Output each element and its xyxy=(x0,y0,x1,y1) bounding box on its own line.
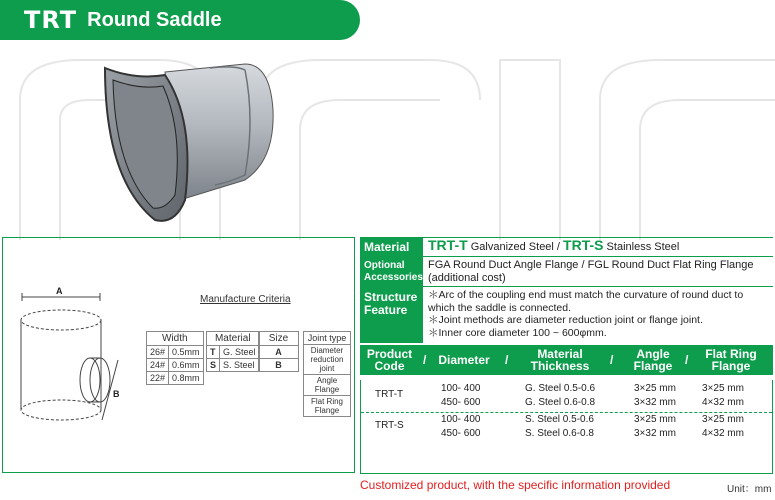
row-angle-flange: 3×32 mm xyxy=(634,397,676,408)
product-name-title: Round Saddle xyxy=(87,8,222,31)
row-diameter: 100- 400 xyxy=(441,383,481,394)
manufacture-criteria-title: Manufacture Criteria xyxy=(200,294,291,305)
accessories-label xyxy=(360,257,423,286)
row-flat-ring-flange: 3×25 mm xyxy=(702,414,744,425)
technical-drawing xyxy=(10,285,140,430)
material-value: G. Steel xyxy=(220,346,260,359)
structure-item: ＊Joint methods are diameter reduction joint or flange joint. xyxy=(428,314,703,326)
width-value: 0.6mm xyxy=(169,359,204,372)
material-code: S xyxy=(207,359,220,372)
structure-label xyxy=(360,287,423,343)
customized-product-note: Customized product, with the specific information provided xyxy=(360,478,671,492)
material-value xyxy=(423,238,773,256)
row-thickness: G. Steel 0.5-0.6 xyxy=(525,383,596,394)
material-code: T xyxy=(207,346,220,359)
row-thickness: S. Steel 0.5-0.6 xyxy=(525,414,594,425)
structure-value xyxy=(423,287,773,343)
structure-row xyxy=(360,287,773,343)
header-separator: / xyxy=(505,353,509,367)
product-code-title: TRT xyxy=(24,6,78,34)
joint-value: Angle Flange xyxy=(304,375,351,396)
row-diameter: 450- 600 xyxy=(441,428,481,439)
size-header: Size xyxy=(259,332,299,346)
trt-s-text: Stainless Steel xyxy=(603,241,680,253)
structure-label-line: Structure xyxy=(364,290,418,304)
width-value: 0.8mm xyxy=(169,372,204,385)
product-table xyxy=(360,380,773,474)
trt-t-text: Galvanized Steel / xyxy=(467,241,564,253)
row-angle-flange: 3×25 mm xyxy=(634,414,676,425)
material-row xyxy=(360,237,773,257)
width-code: 22# xyxy=(147,372,169,385)
header-banner xyxy=(0,0,360,40)
row-diameter: 450- 600 xyxy=(441,397,481,408)
row-product-code: TRT-T xyxy=(375,389,404,400)
size-value: A xyxy=(259,346,299,359)
material-header: Material xyxy=(207,332,260,346)
material-table xyxy=(206,331,260,372)
row-thickness: G. Steel 0.6-0.8 xyxy=(525,397,596,408)
header-product-code: Product Code xyxy=(366,347,413,373)
row-flat-ring-flange: 4×32 mm xyxy=(702,397,744,408)
header-separator: / xyxy=(610,353,614,367)
dimension-a-label: A xyxy=(56,286,63,296)
accessories-label-line: Accessories xyxy=(364,271,423,283)
joint-value: Flat Ring Flange xyxy=(304,396,351,417)
width-table xyxy=(146,331,204,385)
row-angle-flange: 3×32 mm xyxy=(634,428,676,439)
row-product-code: TRT-S xyxy=(375,420,404,431)
joint-value: Diameter reduction joint xyxy=(304,345,351,375)
accessories-label-line: Optional xyxy=(364,259,405,271)
row-flat-ring-flange: 4×32 mm xyxy=(702,428,744,439)
width-code: 24# xyxy=(147,359,169,372)
spec-panel xyxy=(360,237,773,375)
trt-t-code: TRT-T xyxy=(428,237,468,253)
round-saddle-illustration xyxy=(95,60,285,240)
row-diameter: 100- 400 xyxy=(441,414,481,425)
size-value: B xyxy=(259,359,299,372)
unit-label: Unit：mm xyxy=(727,484,772,495)
header-separator: / xyxy=(685,353,689,367)
material-label: Material xyxy=(360,238,423,256)
structure-item: ＊Inner core diameter 100 ~ 600φmm. xyxy=(428,326,607,339)
joint-header: Joint type xyxy=(304,332,351,345)
header-flat-ring-flange: Flat Ring Flange xyxy=(705,347,757,373)
material-value: S. Steel xyxy=(220,359,260,372)
accessories-value: FGA Round Duct Angle Flange / FGL Round Duct Flat Ring Flange (additional cost) xyxy=(428,259,754,284)
header-separator: / xyxy=(423,353,427,367)
width-code: 26# xyxy=(147,346,169,359)
width-header: Width xyxy=(147,332,204,346)
row-flat-ring-flange: 3×25 mm xyxy=(702,383,744,394)
row-angle-flange: 3×25 mm xyxy=(634,383,676,394)
structure-item: ＊Arc of the coupling end must match the curvature of round duct to which the saddle is connected. xyxy=(428,289,744,314)
row-thickness: S. Steel 0.6-0.8 xyxy=(525,428,594,439)
dimension-b-label: B xyxy=(113,389,120,399)
product-table-header xyxy=(360,345,773,375)
row-divider xyxy=(361,412,772,413)
trt-s-code: TRT-S xyxy=(563,237,604,253)
header-angle-flange: Angle Flange xyxy=(633,347,673,373)
accessories-row xyxy=(360,257,773,287)
size-table xyxy=(258,331,299,372)
structure-label-line: Feature xyxy=(364,303,408,317)
header-diameter: Diameter xyxy=(438,353,490,367)
header-thickness: Material Thickness xyxy=(530,347,590,373)
joint-type-table xyxy=(303,331,351,417)
width-value: 0.5mm xyxy=(169,346,204,359)
